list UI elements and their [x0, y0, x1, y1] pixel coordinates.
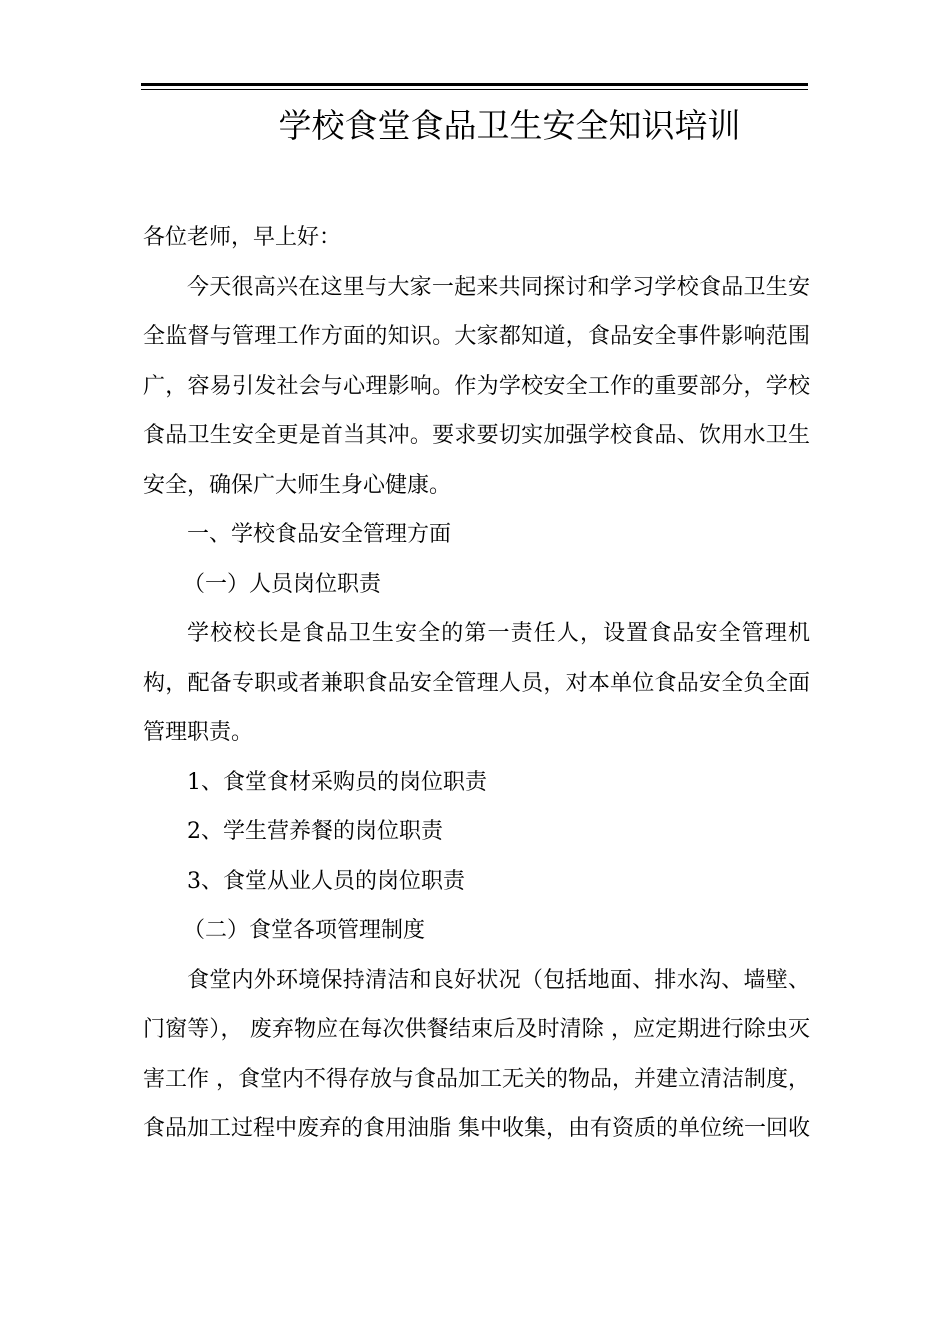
- header-rule-thin: [141, 89, 808, 90]
- paragraph-intro: 今天很高兴在这里与大家一起来共同探讨和学习学校食品卫生安全监督与管理工作方面的知识。大家都知道，食品安全事件影响范围广，容易引发社会与心理影响。作为学校安全工作的重要部分，学校食品卫生安全更是首当其冲。要求要切实加强学校食品、饮用水卫生安全，确保广大师生身心健康。: [143, 274, 810, 498]
- header-rule-thick: [141, 83, 808, 86]
- document-title: 学校食堂食品卫生安全知识培训: [278, 106, 741, 145]
- list-item-3: 3、食堂从业人员的岗位职责: [187, 868, 465, 894]
- greeting: 各位老师，早上好：: [143, 225, 342, 250]
- list-item-2: 2、学生营养餐的岗位职责: [187, 819, 443, 844]
- paragraph-canteen-environment: 食堂内外环境保持清洁和良好状况（包括地面、排水沟、墙壁、门窗等）， 废弃物应在每次供餐结束后及时清除 ，应定期进行除虫灭害工作 ，食堂内不得存放与食品加工无关的物品，并建立清洁制度，食品加工过程中废弃的食用油脂 集中收集，由有资质的单位统一回收: [143, 967, 810, 1141]
- document-body: [143, 213, 810, 1154]
- subsection-heading-1: （一）人员岗位职责: [183, 571, 382, 597]
- paragraph-principal-duty: 学校校长是食品卫生安全的第一责任人，设置食品安全管理机构，配备专职或者兼职食品安全管理人员，对本单位食品安全负全面管理职责。: [143, 621, 810, 745]
- list-item-1: 1、食堂食材采购员的岗位职责: [187, 769, 487, 795]
- section-heading-1: 一、学校食品安全管理方面: [187, 522, 452, 547]
- subsection-heading-2: （二）食堂各项管理制度: [183, 918, 426, 943]
